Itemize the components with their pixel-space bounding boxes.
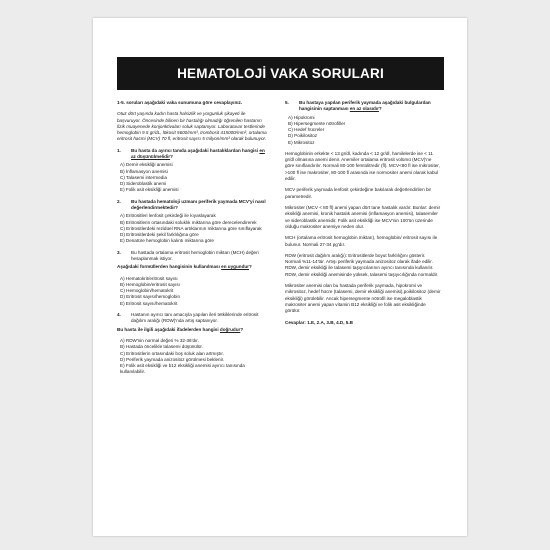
document-page <box>93 18 467 536</box>
question-2 <box>117 199 267 212</box>
question-emphasis: en az olasıdır <box>349 106 379 112</box>
title-banner <box>117 57 444 90</box>
question-text-part: Bu hastaya yapılan periferik yaymada aşağıdaki bulgulardan hangisinin saptanması <box>299 100 431 112</box>
question-text-part: Bu hasta da ayırıcı tanıda aşağıdaki hastalıklardan hangisi <box>131 147 260 153</box>
option: B) Hipersegmente nötrofiller <box>288 120 346 126</box>
prompt-emphasis: doğrudur <box>219 326 241 332</box>
option: E) Denatüre hemoglobin kalıntı miktarına göre <box>120 238 214 244</box>
question-1 <box>117 148 267 161</box>
question-number: 2. <box>117 198 121 204</box>
question-2-options <box>117 213 267 244</box>
question-prompt <box>117 264 267 270</box>
intro-text: 1-5. soruları aşağıdaki vaka sunumuna göre cevaplayınız. <box>117 100 243 105</box>
prompt-emphasis: en uygundur <box>221 264 249 270</box>
option: C) Hedef hücreler <box>288 127 325 132</box>
option: B) Eritrositlerin ortasındaki soluklık miktarına göre derecelendirerek <box>120 219 257 225</box>
question-3-options <box>117 276 267 307</box>
question-text: Bu hastada hematoloji uzmanı periferik yaymada MCV'yi nasıl değerlendirmektedir? <box>131 198 266 211</box>
page-title: HEMATOLOJİ VAKA SORULARI <box>177 66 384 81</box>
question-number: 5. <box>285 100 289 105</box>
prompt-part: Bu hasta ile ilgili aşağıdaki ifadelerden hangisi <box>117 326 220 332</box>
question-text-end: ? <box>170 154 173 160</box>
question-number: 3. <box>117 249 121 255</box>
option: B) Hastada öncelikle talasemi düşünülür. <box>120 344 203 350</box>
explanation-paragraph: Mikrositer (MCV < 80 fl) anemi yapan dört tane hastalık vardır. Bunlar: demir eksikliği anemisi, kronik hastalık anemisi (inflamasyon anemisi), talasemiler ve sideroblastik anemidir. Folik asit eksikliği ise MCV'nin 100'ün üzerinde olduğu makrositer anemiye neden olur. <box>285 205 441 229</box>
option: B) Hemoglobin/eritrosit sayısı <box>120 281 180 287</box>
option: E) Folik asit eksikliği ve b12 eksikliği anemisi ayırıcı tanısında kullanılabilir. <box>120 363 245 375</box>
question-text <box>299 100 441 113</box>
question-emphasis: en az düşünülmelidir <box>131 147 265 160</box>
question-5-options <box>285 115 441 146</box>
case-text: Otuz dört yaşında kadın hasta halsizlik ve yorgunluk şikayeti ile başvuruyor. Öncesinde bilinen bir hastalığı olmadığı öğrenilen hastanın fizik muayenede konjonktivaları soluk saptanıyor. Laboratuvar testlerinde hemoglobin 9.5 gr/dL, lökosit 5600/mm³, trombosit 415000/mm³, ortalama eritrosit hacmi (MCV) 70 fl, eritrosit sayısı 5 milyon/mm³ olarak bulunuyor. <box>117 111 267 142</box>
option: A) Hematokrit/eritrosit sayısı <box>120 275 178 281</box>
option: A) Eritrositleri lenfosit çekirdeği ile kıyaslayarak <box>120 213 216 219</box>
explanation-paragraph: MCV periferik yaymada lenfosit çekirdeğine bakılarak değerlendirilen bir parametredir. <box>285 187 432 199</box>
explanation-paragraph: MCH (ortalama eritrosit hemoglobin miktarı), hemoglobin/ eritrosit sayısı ile bulunur. Normali 27-34 pg'dır. <box>285 235 438 247</box>
question-text <box>131 148 267 161</box>
question-text-end: ? <box>378 106 382 112</box>
question-4 <box>117 312 267 325</box>
prompt-end: ? <box>248 264 252 270</box>
option: A) Hipokromi <box>288 114 315 120</box>
question-text: Hastanın ayırıcı tanı amacıyla yapılan ileri tetkiklerinde eritrosit dağılım aralığı (RDW)'nda artış saptanıyor. <box>131 312 259 324</box>
option: D) Eritrositlerdeki şekil farklılığına göre <box>120 232 199 238</box>
question-5 <box>285 100 441 113</box>
prompt-part: Aşağıdaki formüllerden hangisinin kullanılması <box>117 264 222 270</box>
option: B) İnflamasyon anemisi <box>120 168 168 174</box>
option: D) Periferik yaymada anizositoz görülmesi beklenir. <box>120 356 225 362</box>
explanation-paragraph: Mikrositer anemisi olan bu hastada periferik yaymada, hipokromi ve mikrositoz, hedef hücre (talasemi, demir eksikliği anemisi),poikilositoz (demir eksikliği) görülebilir. Ancak hipersegmente nötrofil ise megaloblastik makrositer anemi yapan vitamin B12 eksikliği ve folik asit eksikliğinde görülür. <box>285 283 441 314</box>
option: E) Folik asit eksikliği anemisi <box>120 187 179 193</box>
explanation-paragraph: RDW (eritrosit dağılım aralığı): Eritrositlerde boyut farklılığını gösterir. Normali %11-14'tür. Artışı periferik yaymada anizositoz olarak ifade edilir. RDW, demir eksikliği ile talasemi taşıyıcılarının ayırıcı tanısında kullanılır. RDW, demir eksikliği anemisinde yüksek, talasemi taşıyıcılığında normaldir. <box>285 252 439 277</box>
answer-key: Cevaplar: 1.E, 2.A, 3.B, 4.D, 5.B <box>285 319 353 325</box>
question-prompt <box>117 327 267 333</box>
left-column <box>117 100 267 381</box>
explanation-paragraph: Hemoglobinin erkekte < 13 gr/dl, kadında < 12 gr/dl, hamilelerde ise < 11 gr/dl olmasına anemi denir. Anemiler ortalama eritrosit volümü (MCV)'ne göre sınıflandırılır. Normali 80-100 femtolitredir (fl). MCV<80 fl ise mikrositer, >100 fl ise makrositer, 80-100 fl arasında ise normositer anemi olarak kabul edilir. <box>285 150 440 181</box>
option: C) Hemoglobin/hematokrit <box>120 288 174 294</box>
option: A) Demir eksikliği anemisi <box>120 162 173 168</box>
question-4-options <box>117 338 267 376</box>
option: E) Eritrosit sayısı/hematokrit <box>120 300 178 306</box>
prompt-end: ? <box>240 326 244 332</box>
question-number: 1. <box>117 147 121 153</box>
right-column <box>285 100 441 331</box>
option: C) Eritrositlerdeki rezidüel RNA artıklarının miktarına göre sınıflayarak <box>120 225 262 231</box>
option: D) Poikilositoz <box>288 133 318 139</box>
question-number: 4. <box>117 312 121 318</box>
question-3 <box>117 250 267 263</box>
option: D) Eritrosit sayısı/hemoglobin <box>120 294 180 300</box>
option: C) Eritrositlerin ortasındaki boş soluk alan artmıştır. <box>120 350 224 356</box>
option: A) RDW'nin normal değeri % 32-36'dır. <box>120 338 199 344</box>
option: C) Talasemi intermedia <box>120 174 167 180</box>
option: D) Sideroblastik anemi <box>120 181 167 187</box>
question-text: Bu hastada ortalama eritrosit hemoglobin miktarı (MCH) değeri hesaplanmak istiyor. <box>131 249 259 261</box>
question-1-options <box>117 162 267 193</box>
option: E) Mikrositoz <box>288 139 315 145</box>
